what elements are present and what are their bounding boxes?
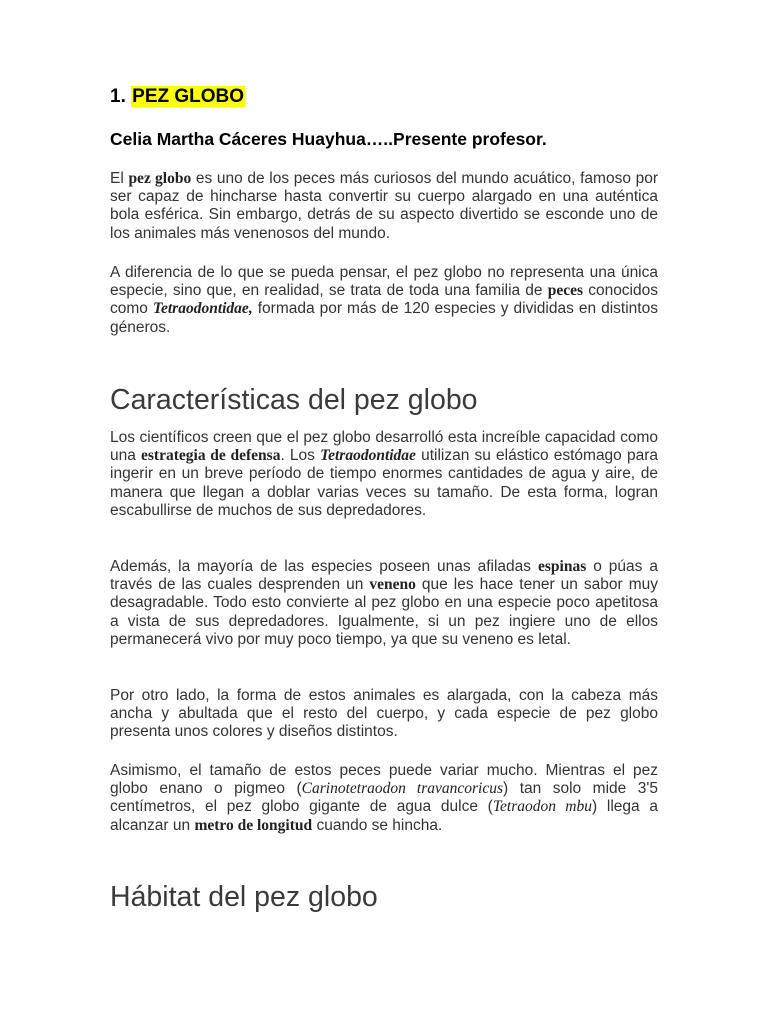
- paragraph-shape: Por otro lado, la forma de estos animales es alargada, con la cabeza más ancha y abultada que el resto del cuerpo, y cada especie de pez globo presenta unos colores y diseños distintos.: [110, 687, 658, 741]
- text-run: conocidos como: [110, 282, 658, 318]
- text-run: ) tan solo mide 3'5 centímetros, el pez globo gigante de agua dulce (: [110, 780, 658, 816]
- paragraph-defense: [110, 429, 658, 520]
- species-name-italic: Carinotetraodon travancoricus: [301, 780, 504, 798]
- keyword-link[interactable]: pez globo: [128, 170, 192, 187]
- heading-habitat: Hábitat del pez globo: [110, 881, 378, 913]
- keyword-link[interactable]: metro de longitud: [194, 816, 313, 834]
- paragraph-size: [110, 762, 658, 835]
- keyword-italic: Tetraodontidae: [320, 447, 416, 465]
- text-run: . Los: [280, 447, 321, 465]
- heading-caracteristicas: Características del pez globo: [110, 384, 478, 416]
- text-run: formada por más de 120 especies y divididas en distintos géneros.: [110, 300, 658, 336]
- text-run: Los científicos creen que el pez globo desarrolló esta increíble capacidad como una: [110, 429, 658, 465]
- text-run: es uno de los peces más curiosos del mundo acuático, famoso por ser capaz de hincharse hasta convertir su cuerpo alargado en una auténtica bola esférica. Sin embargo, detrás de su aspecto divertido se esconde uno de los animales más venenosos del mundo.: [110, 170, 658, 242]
- section-title: [110, 86, 245, 108]
- text-run: que les hace tener un sabor muy desagradable. Todo esto convierte al pez globo en una especie poco apetitosa a vista de sus depredadores. Igualmente, si un pez ingiere uno de ellos permanecerá vivo por muy poco tiempo, ya que su veneno es letal.: [110, 576, 658, 648]
- title-highlighted-text: PEZ GLOBO: [132, 86, 245, 107]
- text-run: ) llega a alcanzar un: [110, 798, 658, 834]
- keyword-link[interactable]: peces: [547, 282, 584, 300]
- text-run: Además, la mayoría de las especies poseen unas afiladas: [110, 558, 538, 575]
- species-name-italic: Tetraodon mbu: [492, 798, 592, 816]
- text-run: cuando se hincha.: [312, 816, 443, 834]
- keyword-link[interactable]: veneno: [369, 576, 416, 594]
- text-run: utilizan su elástico estómago para ingerir en un breve período de tiempo enormes cantidades de agua y aire, de manera que llegan a doblar varias veces su tamaño. De esta forma, logran escabullirse de muchos de sus depredadores.: [110, 447, 658, 519]
- text-run: A diferencia de lo que se pueda pensar, el pez globo no representa una única especie, sino que, en realidad, se trata de toda una familia de: [110, 264, 658, 300]
- title-number: 1.: [110, 86, 126, 107]
- paragraph-spines: [110, 558, 658, 649]
- paragraph-family: [110, 264, 658, 337]
- text-run: o púas a través de las cuales desprenden un: [110, 558, 658, 594]
- paragraph-intro: [110, 170, 658, 243]
- keyword-italic: Tetraodontidae,: [152, 300, 253, 318]
- text-run: Asimismo, el tamaño de estos peces puede variar mucho. Mientras el pez globo enano o pigmeo (: [110, 762, 658, 798]
- keyword-link[interactable]: espinas: [538, 558, 587, 575]
- text-run: El: [110, 170, 129, 187]
- keyword-link[interactable]: estrategia de defensa: [141, 447, 281, 465]
- author-line: Celia Martha Cáceres Huayhua…..Presente profesor.: [110, 129, 547, 149]
